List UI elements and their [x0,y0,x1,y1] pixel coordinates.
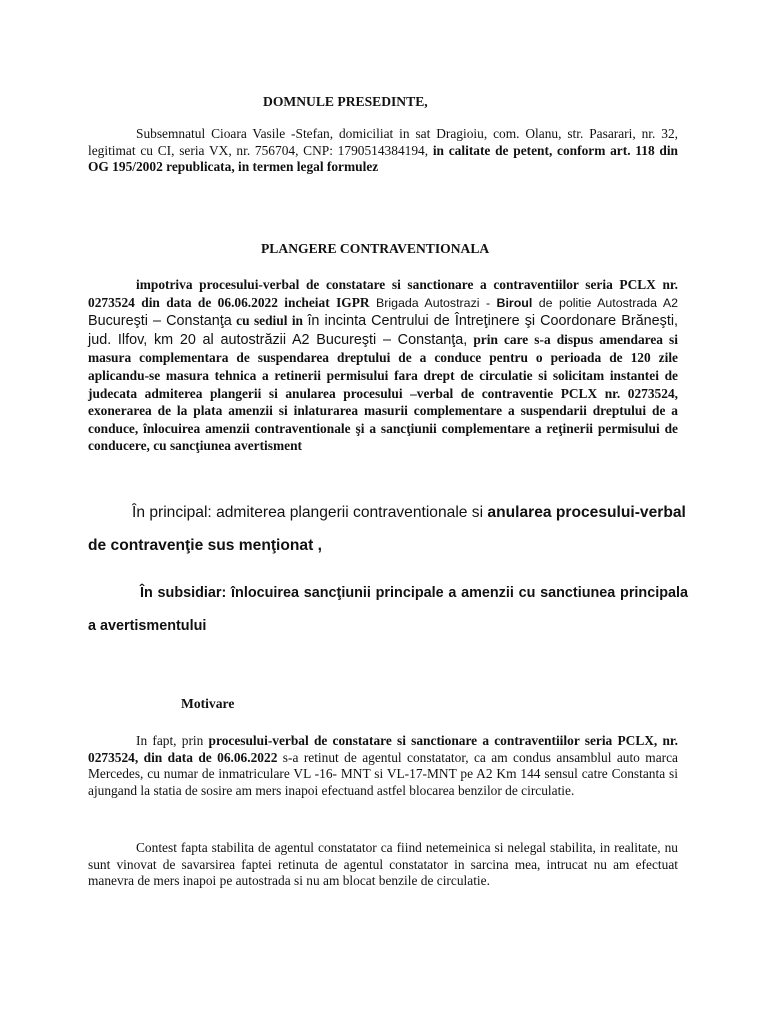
section-title: PLANGERE CONTRAVENTIONALA [261,241,490,256]
subsidiar-paragraph [88,577,688,643]
page-title: DOMNULE PRESEDINTE, [263,94,428,109]
subsidiar-rest: înlocuirea sancţiunii principale a amenzii cu sanctiunea principala a avertismentului [88,585,689,634]
complaint-part1: impotriva procesului-verbal de constatare si sanctionare a contraventiilor seria PCLX nr. 0273524 din data de 06.06.2022 incheiat IGPR [88,277,678,310]
complaint-part4: de politie Autostrada A2 [538,295,678,310]
principal-bold: anularea procesului-verbal de contravenţie sus menţionat , [88,504,686,554]
intro-bold-text: in calitate de petent, conform art. 118 din OG 195/2002 republicata, in termen legal formulez [88,142,679,175]
intro-paragraph [88,126,678,176]
complaint-part8: prin care s-a dispus amendarea si masura complementara de suspendarea dreptului de a conduce pentru o perioada de 120 zile aplicandu-se masura tehnica a retinerii permisului fara drept de circulatie si solicitam instantei de judecata admiterea plangerii si anularea procesului –verbal de contraventie PCLX nr. 0273524, exonerarea de la plata amenzii si inlaturarea masurii complementare a suspendarii dreptului de a conduce, înlocuirea amenzii contraventionale şi a sancţiunii complementare a reţinerii permisului de conducere, cu sancţiunea avertisment [88,331,678,454]
motivare-p1-start: In fapt, prin [136,733,204,748]
motivare-title: Motivare [181,696,235,711]
complaint-part6: cu sediul in [236,313,304,329]
motivare-paragraph-2: Contest fapta stabilita de agentul constatator ca fiind netemeinica si nelegal stabilita, in realitate, nu sunt vinovat de savarsirea faptei retinuta de agentul constatator in sarcina mea, intrucat nu am efectuat manevra de mers inapoi pe autostrada si nu am blocat benzile de circulatie. [88,840,678,889]
complaint-part5: Bucureşti – Constanţa [88,313,232,330]
motivare-p1-rest: s-a retinut de agentul constatator, ca am condus ansamblul auto marca Mercedes, cu numar de inmatriculare VL -16- MNT si VL-17-MNT pe A2 Km 144 sensul catre Constanta si ajungand la statia de sosire am mers inapoi efectuand astfel blocarea benzilor de circulatie. [88,749,678,798]
principal-lead: În principal: admiterea plangerii contraventionale si [132,504,484,521]
complaint-part7: în incinta Centrului de Întreţinere şi Coordonare Brăneşti, jud. Ilfov, km 20 al autostrăzii A2 Bucureşti – Constanţa, [88,313,679,348]
motivare-paragraph-1 [88,733,678,799]
subsidiar-lead: În subsidiar: [140,585,227,601]
complaint-part3: Biroul [496,295,533,310]
complaint-part2: Brigada Autostrazi - [375,295,491,310]
intro-text: Subsemnatul Cioara Vasile -Stefan, domiciliat in sat Dragioiu, com. Olanu, str. Pasarari, nr. 32, legitimat cu CI, seria VX, nr. 756704, CNP: 1790514384194, [88,126,678,158]
motivare-p1-bold: procesului-verbal de constatare si sanctionare a contraventiilor seria PCLX, nr. 0273524, din data de 06.06.2022 [88,733,678,765]
complaint-paragraph [88,276,678,455]
principal-paragraph [88,496,688,562]
